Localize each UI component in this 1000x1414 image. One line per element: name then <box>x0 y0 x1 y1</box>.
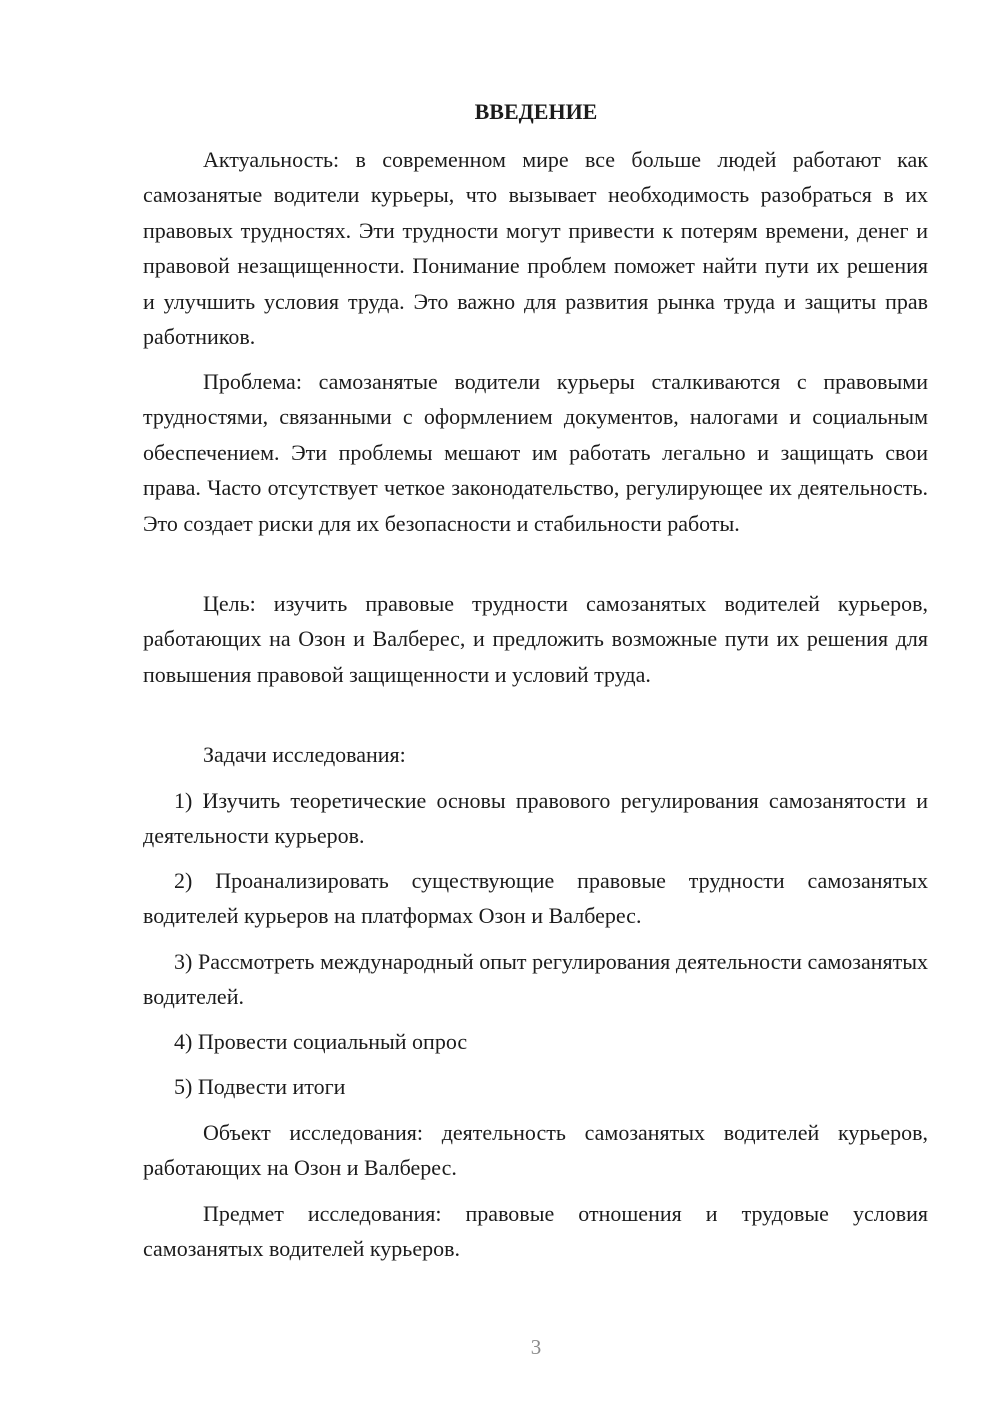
section-title: ВВЕДЕНИЕ <box>474 99 598 124</box>
paragraph-tasks-heading: Задачи исследования: <box>203 742 406 767</box>
paragraph-object: Объект исследования: деятельность самозанятых водителей курьеров, работающих на Озон и Валберес. <box>143 1120 928 1181</box>
task-item-5: 5) Подвести итоги <box>174 1074 346 1099</box>
page-number: 3 <box>530 1335 542 1359</box>
paragraph-goal: Цель: изучить правовые трудности самозанятых водителей курьеров, работающих на Озон и Валберес, и предложить возможные пути их решения для повышения правовой защищенности и условий труда. <box>143 591 928 687</box>
paragraph-relevance: Актуальность: в современном мире все больше людей работают как самозанятые водители курьеры, что вызывает необходимость разобраться в их правовых трудностях. Эти трудности могут привести к потерям времени, денег и правовой незащищенности. Понимание проблем поможет найти пути их решения и улучшить условия труда. Это важно для развития рынка труда и защиты прав работников. <box>143 147 928 350</box>
task-item-3: 3) Рассмотреть международный опыт регулирования деятельности самозанятых водителей. <box>143 949 928 1010</box>
paragraph-problem: Проблема: самозанятые водители курьеры сталкиваются с правовыми трудностями, связанными с оформлением документов, налогами и социальным обеспечением. Эти проблемы мешают им работать легально и защищать свои права. Часто отсутствует четкое законодательство, регулирующее их деятельность. Это создает риски для их безопасности и стабильности работы. <box>143 369 928 536</box>
task-item-4: 4) Провести социальный опрос <box>174 1029 468 1054</box>
paragraph-subject: Предмет исследования: правовые отношения и трудовые условия самозанятых водителей курьеров. <box>143 1201 928 1262</box>
task-item-2: 2) Проанализировать существующие правовые трудности самозанятых водителей курьеров на платформах Озон и Валберес. <box>143 868 928 929</box>
task-item-1: 1) Изучить теоретические основы правового регулирования самозанятости и деятельности курьеров. <box>143 788 928 849</box>
